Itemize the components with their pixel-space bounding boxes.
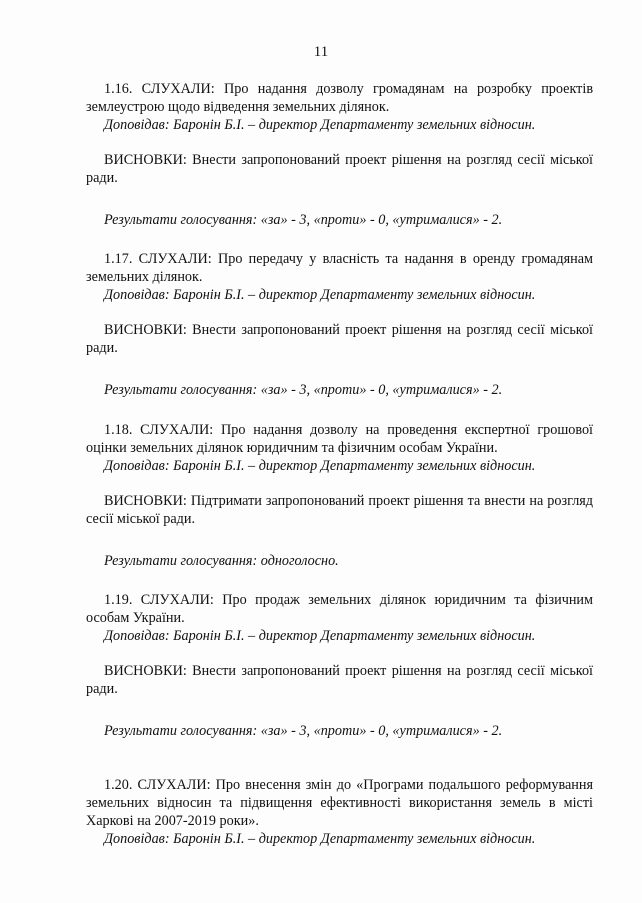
heard-paragraph [86,776,593,830]
agenda-item-1-17 [86,250,593,399]
conclusion-label: ВИСНОВКИ: [104,663,187,679]
conclusion-text: Внести запропонований проект рішення на розгляд сесії міської ради. [86,152,593,186]
agenda-item-1-19 [86,591,593,740]
agenda-item-1-20 [86,776,593,848]
vote-result: Результати голосування: «за» - 3, «проти» - 0, «утрималися» - 2. [104,382,503,398]
heard-text: Про надання дозволу на проведення експертної грошової оцінки земельних ділянок юридичним та фізичним особам України. [86,422,593,456]
conclusion-paragraph [86,662,593,698]
conclusion-label: ВИСНОВКИ: [104,322,187,338]
reporter-line: Доповідав: Баронін Б.І. – директор Департаменту земельних відносин. [104,117,536,133]
conclusion-text: Внести запропонований проект рішення на розгляд сесії міської ради. [86,322,593,356]
conclusion-text: Внести запропонований проект рішення на розгляд сесії міської ради. [86,663,593,697]
vote-result: Результати голосування: «за» - 3, «проти» - 0, «утрималися» - 2. [104,723,503,739]
heard-text: Про продаж земельних ділянок юридичним та фізичним особам України. [86,592,593,626]
heard-heading: 1.20. СЛУХАЛИ: [104,777,211,793]
page-number: 11 [313,44,329,60]
heard-text: Про внесення змін до «Програми подальшого реформування земельних відносин та підвищення ефективності використання земель в місті Харкові на 2007-2019 роки». [86,777,594,829]
heard-heading: 1.16. СЛУХАЛИ: [104,81,215,97]
heard-text: Про надання дозволу громадянам на розробку проектів землеустрою щодо відведення земельних ділянок. [86,81,594,115]
reporter-line: Доповідав: Баронін Б.І. – директор Департаменту земельних відносин. [104,628,536,644]
heard-heading: 1.18. СЛУХАЛИ: [104,422,214,438]
heard-heading: 1.17. СЛУХАЛИ: [104,251,212,267]
conclusion-paragraph [86,151,593,187]
agenda-item-1-16 [86,80,593,229]
conclusion-paragraph [86,321,593,357]
agenda-item-1-18 [86,421,593,570]
heard-paragraph [86,421,593,457]
vote-result: Результати голосування: одноголосно. [104,553,339,569]
conclusion-label: ВИСНОВКИ: [104,152,187,168]
heard-heading: 1.19. СЛУХАЛИ: [104,592,214,608]
reporter-line: Доповідав: Баронін Б.І. – директор Департаменту земельних відносин. [104,831,536,847]
conclusion-label: ВИСНОВКИ: [104,493,187,509]
reporter-line: Доповідав: Баронін Б.І. – директор Департаменту земельних відносин. [104,458,536,474]
conclusion-paragraph [86,492,593,528]
heard-text: Про передачу у власність та надання в оренду громадянам земельних ділянок. [86,251,593,285]
heard-paragraph [86,80,593,116]
heard-paragraph [86,591,593,627]
heard-paragraph [86,250,593,286]
conclusion-text: Підтримати запропонований проект рішення та внести на розгляд сесії міської ради. [86,493,594,527]
vote-result: Результати голосування: «за» - 3, «проти» - 0, «утрималися» - 2. [104,212,503,228]
reporter-line: Доповідав: Баронін Б.І. – директор Департаменту земельних відносин. [104,287,536,303]
